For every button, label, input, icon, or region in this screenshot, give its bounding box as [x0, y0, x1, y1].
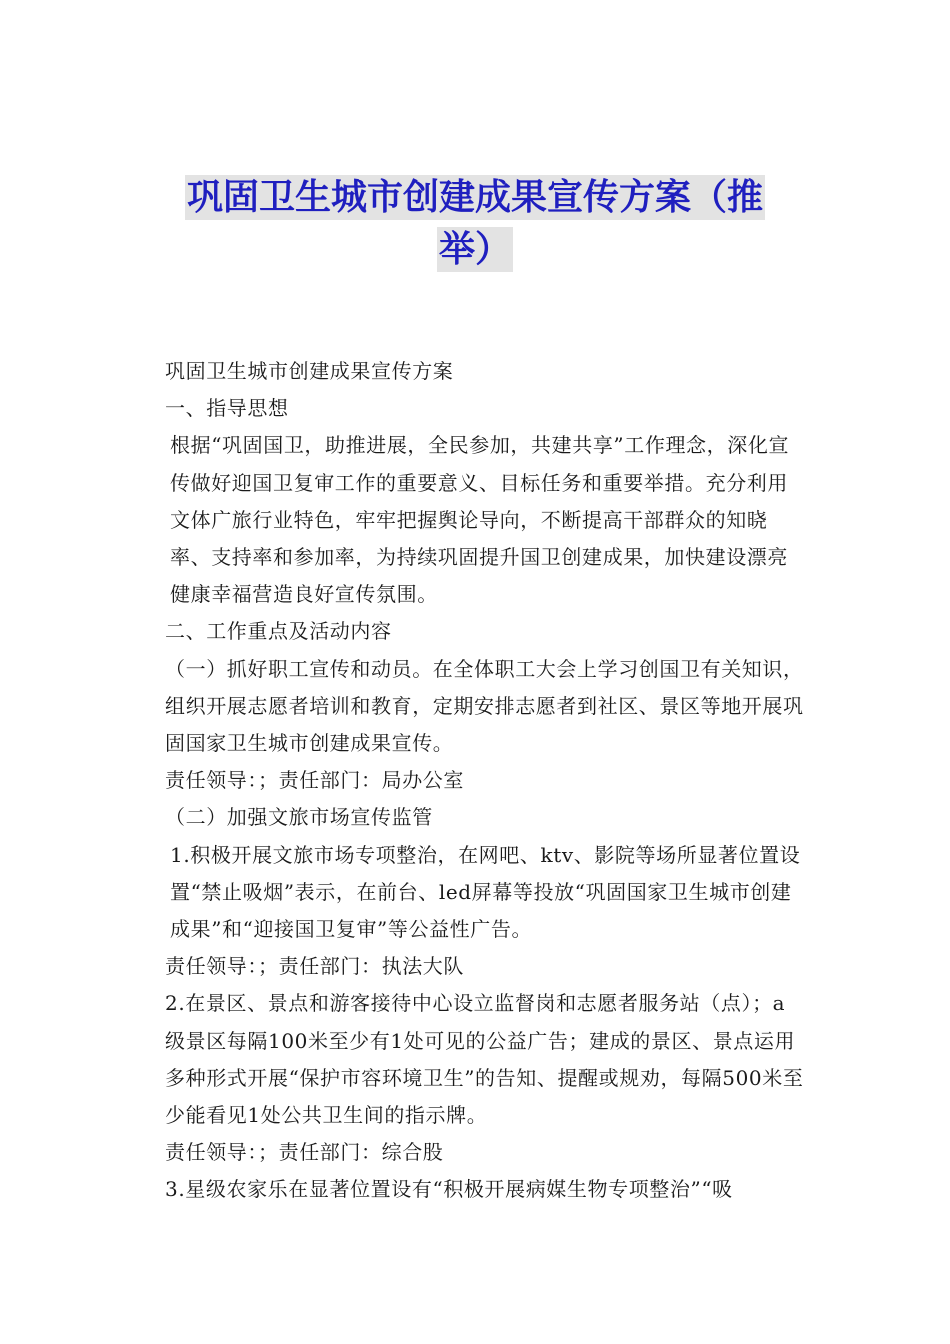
title-line-1: 巩固卫生城市创建成果宣传方案（推: [186, 177, 763, 218]
body-paragraph: 根据“巩固国卫，助推进展，全民参加，共建共享”工作理念，深化宣传做好迎国卫复审工作的重要意义、目标任务和重要举措。充分利用文体广旅行业特色，牢牢把握舆论导向，不断提高干部群众的知晓率、支持率和参加率，为持续巩固提升国卫创建成果，加快建设漂亮健康幸福营造良好宣传氛围。: [170, 433, 790, 607]
body-paragraph: 2.在景区、景点和游客接待中心设立监督岗和志愿者服务站（点）；a级景区每隔100米至少有1处可见的公益广告；建成的景区、景点运用多种形式开展“保护市容环境卫生”的告知、提醒或规劝，每隔500米至少能看见1处公共卫生间的指示牌。: [165, 991, 804, 1128]
body-paragraph: 3.星级农家乐在显著位置设有“积极开展病媒生物专项整治”“吸: [165, 1177, 733, 1202]
responsibility-line: 责任领导：；责任部门：执法大队: [165, 954, 464, 979]
body-paragraph: 1.积极开展文旅市场专项整治，在网吧、ktv、影院等场所显著位置设置“禁止吸烟”表示，在前台、led屏幕等投放“巩固国家卫生城市创建成果”和“迎接国卫复审”等公益性广告。: [170, 842, 801, 942]
section-heading-work-focus: 二、工作重点及活动内容: [165, 619, 392, 644]
body-paragraph: （一）抓好职工宣传和动员。在全体职工大会上学习创国卫有关知识，组织开展志愿者培训和教育，定期安排志愿者到社区、景区等地开展巩固国家卫生城市创建成果宣传。: [165, 656, 804, 756]
subtitle-paragraph: 巩固卫生城市创建成果宣传方案: [165, 359, 454, 383]
responsibility-line: 责任领导：；责任部门：综合股: [165, 1140, 444, 1165]
document-body: [145, 353, 805, 1209]
document-title: [150, 172, 800, 276]
title-line-2: 举）: [438, 229, 511, 270]
subsection-heading: （二）加强文旅市场宣传监管: [165, 805, 433, 830]
section-heading-guiding-idea: 一、指导思想: [165, 396, 289, 421]
responsibility-line: 责任领导：；责任部门：局办公室: [165, 768, 464, 793]
